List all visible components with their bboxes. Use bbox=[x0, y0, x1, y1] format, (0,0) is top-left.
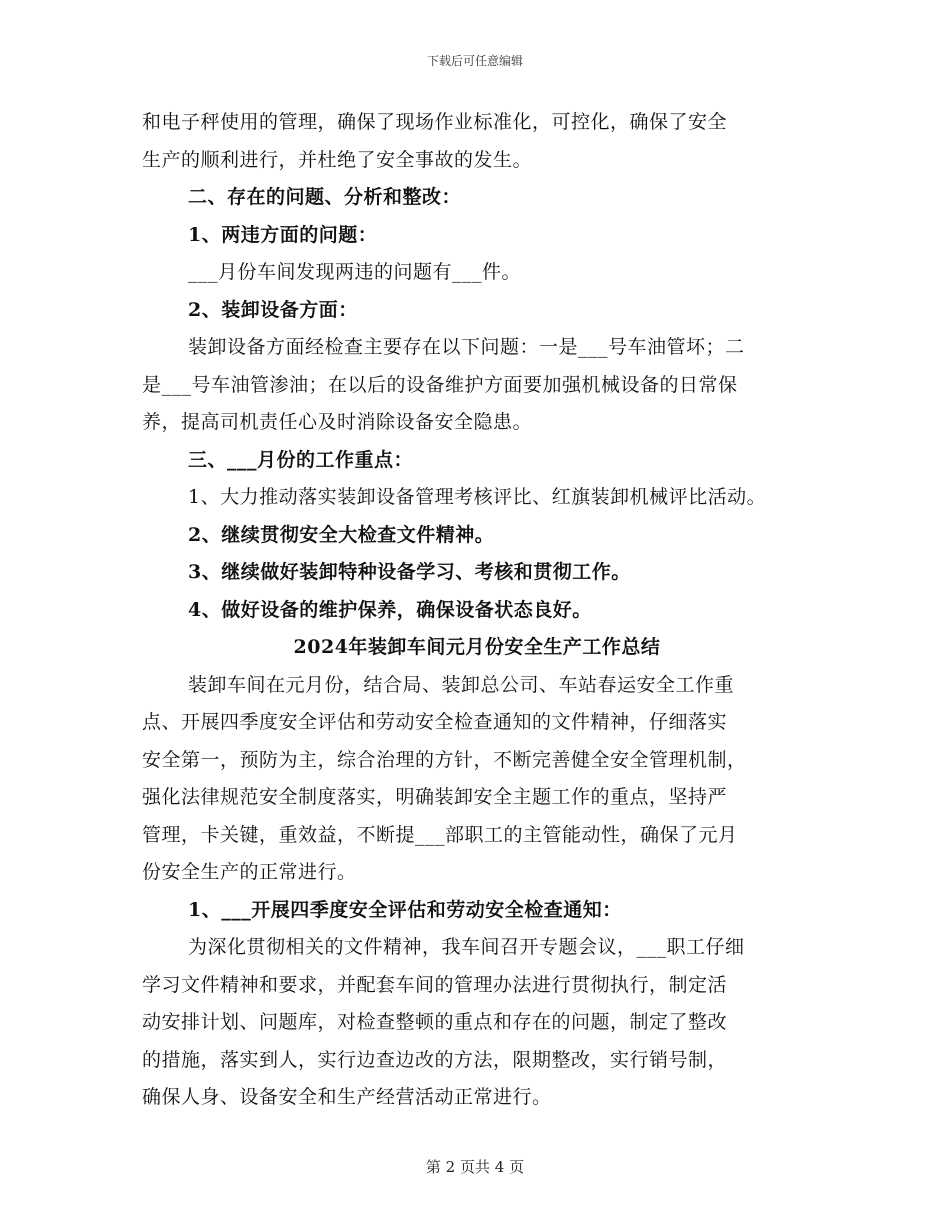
document-title: 2024年装卸车间元月份安全生产工作总结 bbox=[293, 636, 661, 658]
section-heading: 2、继续贯彻安全大检查文件精神。 bbox=[188, 523, 495, 546]
paragraph-line: 是___号车油管渗油；在以后的设备维护方面要加强机械设备的日常保 bbox=[142, 373, 738, 396]
section-heading: 4、做好设备的维护保养，确保设备状态良好。 bbox=[188, 598, 592, 621]
paragraph-line: 的措施，落实到人，实行边查边改的方法，限期整改，实行销号制， bbox=[142, 1048, 728, 1071]
paragraph-line: 管理，卡关键，重效益，不断提___部职工的主管能动性，确保了元月 bbox=[142, 823, 738, 846]
paragraph-line: 强化法律规范安全制度落实，明确装卸安全主题工作的重点，坚持严 bbox=[142, 786, 728, 808]
page-footer: 第 2 页共 4 页 bbox=[425, 1158, 525, 1176]
paragraph-line: 份安全生产的正常进行。 bbox=[142, 861, 357, 883]
section-heading: 1、___开展四季度安全评估和劳动安全检查通知： bbox=[188, 898, 622, 921]
paragraph-line: 安全第一，预防为主，综合治理的方针，不断完善健全安全管理机制， bbox=[142, 748, 747, 771]
page-header: 下载后可任意编辑 bbox=[426, 54, 523, 68]
paragraph-line: 装卸设备方面经检查主要存在以下问题：一是___号车油管坏；二 bbox=[188, 336, 745, 358]
paragraph-line: 点、开展四季度安全评估和劳动安全检查通知的文件精神，仔细落实 bbox=[142, 711, 728, 733]
paragraph-line: 和电子秤使用的管理，确保了现场作业标准化，可控化，确保了安全 bbox=[142, 111, 728, 133]
section-heading: 2、装卸设备方面： bbox=[188, 298, 358, 321]
paragraph-line: 装卸车间在元月份，结合局、装卸总公司、车站春运安全工作重 bbox=[188, 673, 735, 696]
section-heading: 三、___月份的工作重点： bbox=[188, 448, 414, 471]
paragraph-line: 动安排计划、问题库，对检查整顿的重点和存在的问题，制定了整改 bbox=[142, 1011, 728, 1033]
paragraph-line: 为深化贯彻相关的文件精神，我车间召开专题会议，___职工仔细 bbox=[188, 936, 745, 958]
section-heading: 二、存在的问题、分析和整改： bbox=[188, 186, 462, 208]
section-heading: 1、两违方面的问题： bbox=[188, 223, 378, 246]
paragraph-line: 学习文件精神和要求，并配套车间的管理办法进行贯彻执行，制定活 bbox=[142, 973, 728, 996]
section-heading: 3、继续做好装卸特种设备学习、考核和贯彻工作。 bbox=[188, 561, 631, 583]
document-body bbox=[142, 110, 812, 1123]
paragraph-line: 1、大力推动落实装卸设备管理考核评比、红旗装卸机械评比活动。 bbox=[188, 486, 767, 508]
paragraph-line: 确保人身、设备安全和生产经营活动正常进行。 bbox=[142, 1086, 552, 1108]
paragraph-line: ___月份车间发现两违的问题有___件。 bbox=[188, 261, 522, 283]
paragraph-line: 养，提高司机责任心及时消除设备安全隐患。 bbox=[142, 411, 533, 433]
paragraph-line: 生产的顺利进行，并杜绝了安全事故的发生。 bbox=[142, 148, 533, 171]
